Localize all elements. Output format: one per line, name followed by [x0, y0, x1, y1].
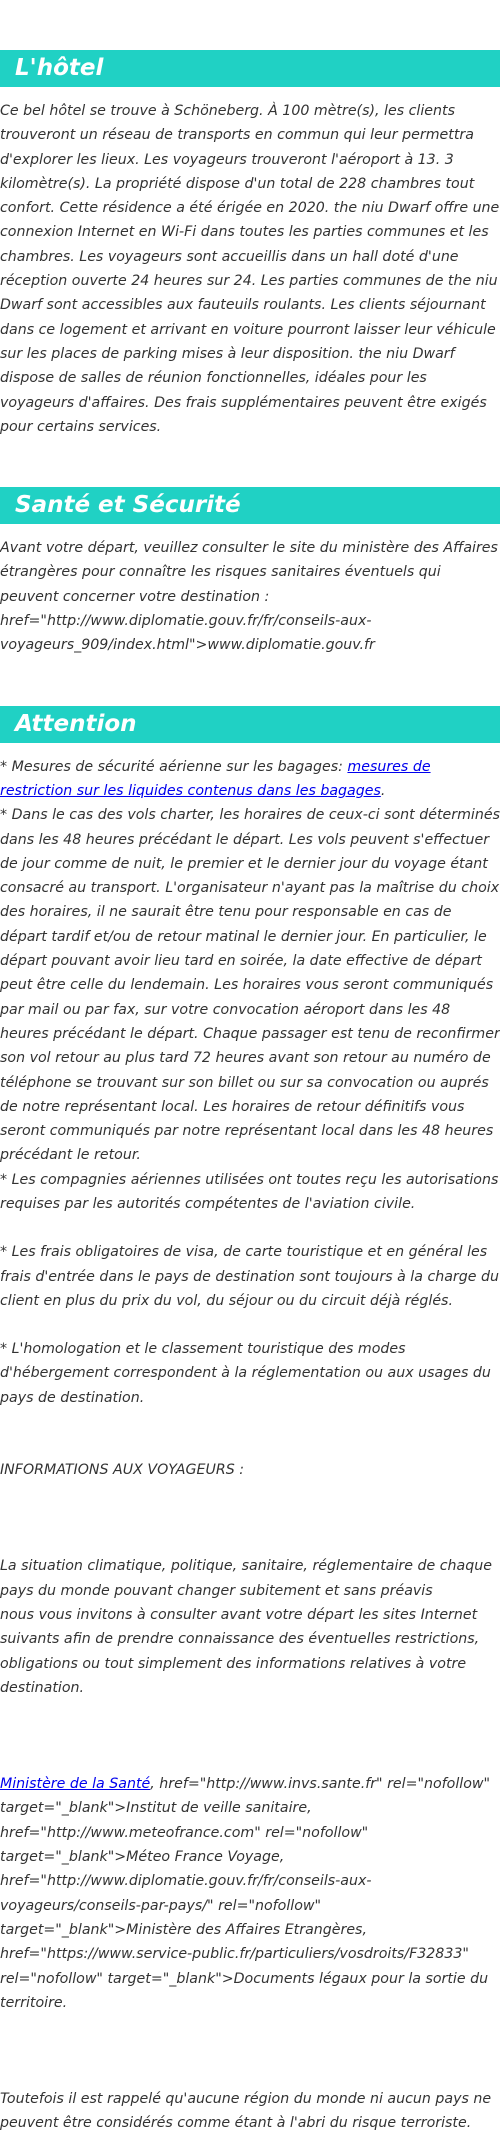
compagnies-notice: * Les compagnies aériennes utilisées ont toutes reçu les autorisations requises par les autorités compétentes de l'aviation civile.: [0, 1171, 499, 1212]
hotel-description: Ce bel hôtel se trouve à Schöneberg. À 100 mètre(s), les clients trouveront un réseau de transports en commun qui leur permettra d'explorer les lieux. Les voyageurs trouveront l'aéroport à 13. 3 kilomètre(s). La propriété dispose d'un total de 228 chambres tout confort. Cette résidence a été érigée en 2020. the niu Dwarf offre une connexion Internet en Wi-Fi dans toutes les parties communes et les chambres. Les voyageurs sont accueillis dans un hall doté d'une réception ouverte 24 heures sur 24. Les parties communes de the niu Dwarf sont accessibles aux fauteuils roulants. Les clients séjournant dans ce logement et arrivant en voiture pourront laisser leur véhicule sur les places de parking mises à leur disposition. the niu Dwarf dispose de salles de réunion fonctionnelles, idéales pour les voyageurs d'affaires. Des frais supplémentaires peuvent être exigés pour certains services.: [0, 103, 500, 435]
bagages-notice: [0, 755, 500, 804]
info-voyageurs-heading: INFORMATIONS AUX VOYAGEURS :: [0, 1462, 244, 1479]
bagages-suffix: .: [380, 782, 386, 799]
links-paragraph: [0, 1772, 500, 2015]
sante-description: Avant votre départ, veuillez consulter le site du ministère des Affaires étrangères pour connaître les risques sanitaires éventuels qui peuvent concerner votre destination : href="http://www.diplomatie.gouv.fr/fr/conseils-aux-voyageurs_909/index.html">www.diplomatie.gouv.fr: [0, 540, 498, 654]
bagages-prefix: * Mesures de sécurité aérienne sur les bagages:: [0, 758, 348, 775]
section-title-attention: Attention: [0, 706, 500, 743]
terrorisme-notice: Toutefois il est rappelé qu'aucune région du monde ni aucun pays ne peuvent être considérés comme étant à l'abri du risque terroriste.: [0, 2091, 492, 2132]
attention-content: [0, 755, 500, 2136]
situation-line-2: nous vous invitons à consulter avant votre départ les sites Internet suivants afin de prendre connaissance des éventuelles restrictions, obligations ou tout simplement des informations relatives à votre destination.: [0, 1606, 480, 1696]
bagages-restriction-link[interactable]: mesures de restriction sur les liquides contenus dans les bagages: [0, 758, 431, 799]
frais-notice: * Les frais obligatoires de visa, de carte touristique et en général les frais d'entrée dans le pays de destination sont toujours à la charge du client en plus du prix du vol, du séjour ou du circuit déjà réglés.: [0, 1244, 500, 1309]
links-rest: , href="http://www.invs.sante.fr" rel="nofollow" target="_blank">Institut de veille sanitaire, href="http://www.meteofrance.com" rel="nofollow" target="_blank">Méteo France Voyage, href="http://www.diplomatie.gouv.fr/fr/conseils-aux-voyageurs/conseils-par-pays/" rel="nofollow" target="_blank">Ministère des Affaires Etrangères, href="https://www.service-public.fr/particuliers/vosdroits/F32833" rel="nofollow" target="_blank">Documents légaux pour la sortie du territoire.: [0, 1776, 491, 2011]
section-title-hotel: L'hôtel: [0, 50, 500, 87]
situation-line-1: La situation climatique, politique, sanitaire, réglementaire de chaque pays du monde pouvant changer subitement et sans préavis: [0, 1558, 492, 1599]
homologation-notice: * L'homologation et le classement touristique des modes d'hébergement correspondent à la réglementation ou aux usages du pays de destination.: [0, 1341, 491, 1406]
section-title-sante: Santé et Sécurité: [0, 487, 500, 524]
ministere-sante-link[interactable]: Ministère de la Santé: [0, 1776, 151, 1793]
charter-notice: * Dans le cas des vols charter, les horaires de ceux-ci sont déterminés dans les 48 heures précédant le départ. Les vols peuvent s'effectuer de jour comme de nuit, le premier et le dernier jour du voyage étant consacré au transport. L'organisateur n'ayant pas la maîtrise du choix des horaires, il ne saurait être tenu pour responsable en cas de départ tardif et/ou de retour matinal le dernier jour. En particulier, le départ pouvant avoir lieu tard en soirée, la date effective de départ peut être celle du lendemain. Les horaires vous seront communiqués par mail ou par fax, sur votre convocation aéroport dans les 48 heures précédant le départ. Chaque passager est tenu de reconfirmer son vol retour au plus tard 72 heures avant son retour au numéro de téléphone se trouvant sur son billet ou sur sa convocation ou auprés de notre représentant local. Les horaires de retour définitifs vous seront communiqués par notre représentant local dans les 48 heures précédant le retour.: [0, 807, 500, 1164]
